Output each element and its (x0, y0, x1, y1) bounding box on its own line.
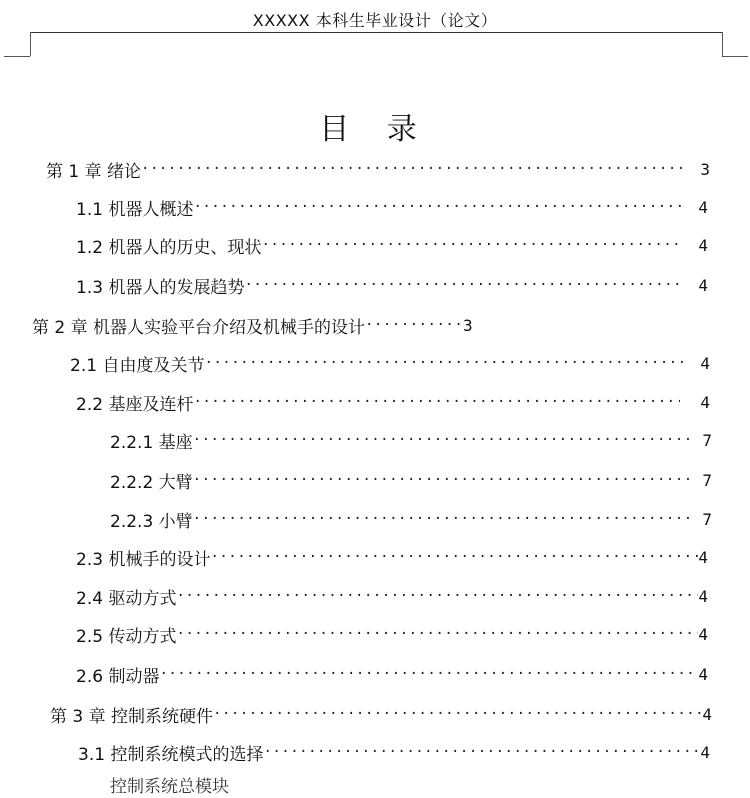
crop-mark-right-horizontal (722, 56, 748, 57)
toc-leader-dots (193, 432, 695, 448)
toc-entry-page: 4 (698, 547, 708, 567)
toc-entry-label: 控制系统总模块 (110, 777, 229, 797)
toc-entry-page: 4 (700, 392, 710, 412)
toc-entry[interactable] (76, 388, 710, 416)
toc-leader-dots (261, 237, 684, 253)
toc-leader-dots (213, 706, 702, 722)
toc-entry-page: 4 (698, 197, 708, 217)
toc-entry-partial[interactable] (110, 772, 510, 798)
toc-entry[interactable] (32, 311, 552, 339)
toc-entry-label: 1.2 机器人的历史、现状 (76, 237, 262, 258)
toc-entry-page: 4 (702, 704, 712, 724)
toc-leader-dots (263, 744, 700, 760)
toc-title: 目 录 (319, 112, 431, 147)
toc-entry[interactable] (78, 738, 710, 766)
toc-entry[interactable] (76, 620, 708, 648)
toc-entry-label: 第 1 章 绪论 (46, 161, 142, 182)
toc-leader-dots (193, 394, 680, 410)
toc-leader-dots (193, 511, 695, 527)
toc-entry-label: 2.3 机械手的设计 (76, 549, 211, 570)
toc-entry-label: 1.3 机器人的发展趋势 (76, 277, 245, 298)
toc-entry-label: 2.2.3 小臂 (110, 511, 193, 532)
toc-entry-label: 2.4 驱动方式 (76, 588, 177, 609)
toc-entry[interactable] (76, 193, 708, 221)
header-title: XXXXX 本科生毕业设计（论文） (252, 11, 498, 30)
toc-leader-dots (204, 355, 690, 371)
toc-entry[interactable] (110, 505, 712, 533)
toc-entry-page: 7 (702, 470, 712, 490)
toc-leader-dots (193, 472, 695, 488)
toc-entry-label: 2.1 自由度及关节 (70, 355, 205, 376)
toc-entry[interactable] (76, 660, 708, 688)
toc-entry-page: 3 (700, 159, 710, 179)
toc-leader-dots (159, 666, 698, 682)
toc-leader-dots (210, 549, 698, 565)
toc-entry-page: 4 (698, 586, 708, 606)
toc-entry-page: 3 (463, 315, 473, 335)
toc-entry[interactable] (76, 231, 708, 259)
toc-entry-page: 4 (698, 235, 708, 255)
toc-entry[interactable] (76, 271, 708, 299)
toc-entry[interactable] (110, 466, 712, 494)
toc-entry-page: 4 (698, 624, 708, 644)
toc-entry[interactable] (76, 543, 708, 571)
toc-leader-dots (193, 199, 684, 215)
toc-entry-label: 1.1 机器人概述 (76, 199, 194, 220)
toc-entry-page: 7 (702, 509, 712, 529)
crop-mark-right (722, 32, 723, 56)
toc-entry-page: 4 (698, 275, 708, 295)
toc-leader-dots (244, 277, 684, 293)
header-rule (30, 32, 722, 33)
toc-entry-page: 4 (700, 353, 710, 373)
toc-entry-label: 2.5 传动方式 (76, 626, 177, 647)
crop-mark-left (30, 32, 31, 56)
toc-entry-page: 4 (698, 664, 708, 684)
toc-entry[interactable] (110, 426, 712, 454)
toc-entry[interactable] (46, 155, 710, 183)
toc-entry[interactable] (50, 700, 712, 728)
toc-entry[interactable] (76, 582, 708, 610)
toc-entry-label: 2.6 制动器 (76, 666, 160, 687)
toc-entry-label: 2.2.1 基座 (110, 432, 193, 453)
toc-entry-label: 第 3 章 控制系统硬件 (50, 706, 214, 727)
toc-leader-dots (176, 588, 698, 604)
toc-entry-label: 2.2.2 大臂 (110, 472, 193, 493)
toc-leader-dots (365, 317, 463, 333)
toc-leader-dots (176, 626, 698, 642)
toc-entry-label: 2.2 基座及连杆 (76, 394, 194, 415)
toc-leader-dots (141, 161, 686, 177)
toc-entry-label: 第 2 章 机器人实验平台介绍及机械手的设计 (32, 317, 366, 338)
toc-entry-label: 3.1 控制系统模式的选择 (78, 744, 264, 765)
toc-entry-page: 4 (700, 742, 710, 762)
crop-mark-left-horizontal (4, 56, 30, 57)
toc-entry-page: 7 (702, 430, 712, 450)
toc-entry[interactable] (70, 349, 710, 377)
